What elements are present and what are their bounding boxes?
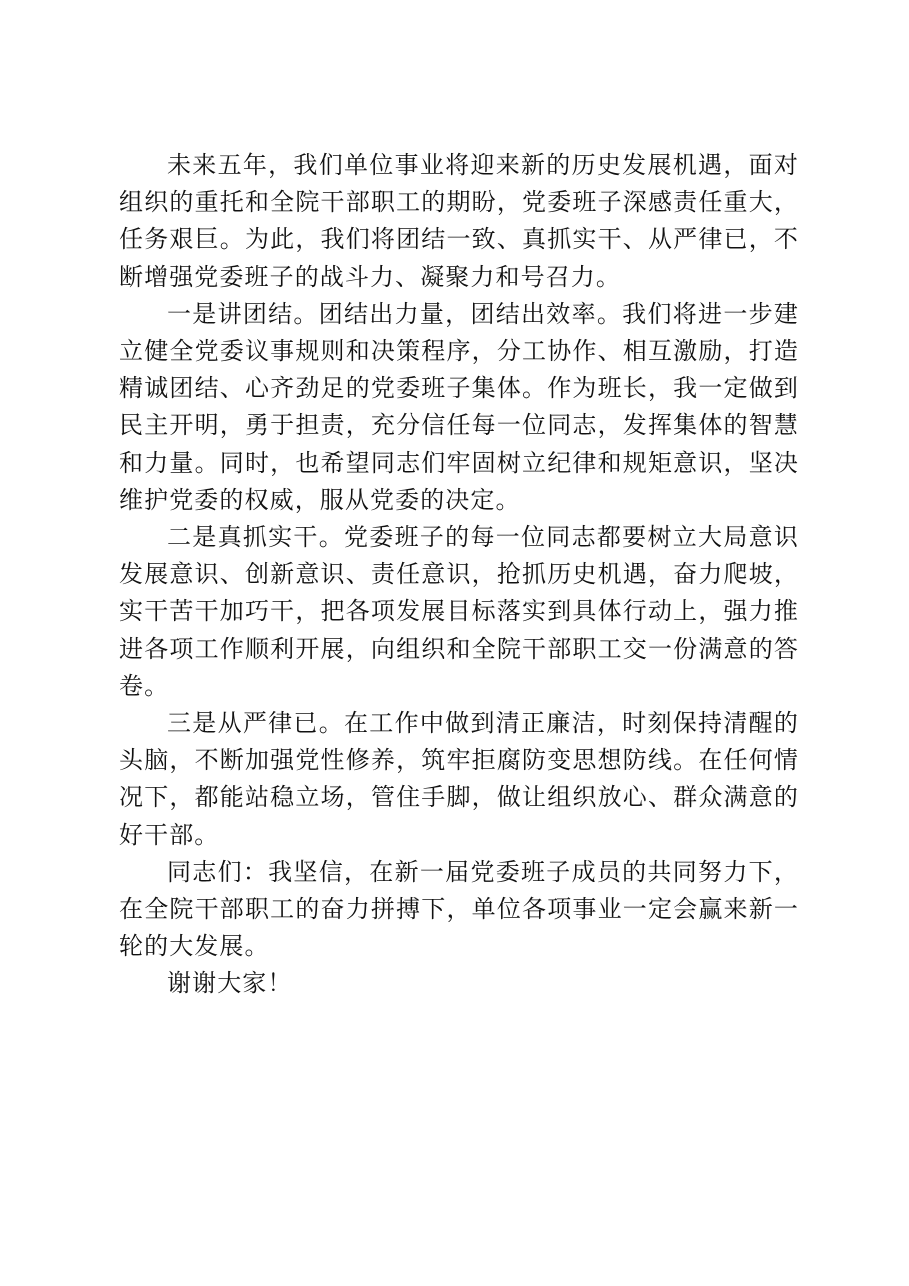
document-body	[119, 147, 799, 1003]
paragraph-intro: 未来五年，我们单位事业将迎来新的历史发展机遇，面对组织的重托和全院干部职工的期盼，党委班子深感责任重大，任务艰巨。为此，我们将团结一致、真抓实干、从严律已，不断增强党委班子的战斗力、凝聚力和号召力。	[119, 151, 799, 291]
paragraph-unity: 一是讲团结。团结出力量，团结出效率。我们将进一步建立健全党委议事规则和决策程序，分工协作、相互激励，打造精诚团结、心齐劲足的党委班子集体。作为班长，我一定做到民主开明，勇于担责，充分信任每一位同志，发挥集体的智慧和力量。同时，也希望同志们牢固树立纪律和规矩意识，坚决维护党委的权威，服从党委的决定。	[119, 299, 799, 514]
paragraph-self-discipline: 三是从严律已。在工作中做到清正廉洁，时刻保持清醒的头脑，不断加强党性修养，筑牢拒腐防变思想防线。在任何情况下，都能站稳立场，管住手脚，做让组织放心、群众满意的好干部。	[119, 709, 799, 849]
paragraph-hard-work: 二是真抓实干。党委班子的每一位同志都要树立大局意识发展意识、创新意识、责任意识，抢抓历史机遇，奋力爬坡，实干苦干加巧干，把各项发展目标落实到具体行动上，强力推进各项工作顺利开展，向组织和全院干部职工交一份满意的答卷。	[119, 523, 799, 700]
paragraph-conclusion: 同志们：我坚信，在新一届党委班子成员的共同努力下，在全院干部职工的奋力拼搏下，单位各项事业一定会赢来新一轮的大发展。	[119, 857, 799, 961]
paragraph-thanks: 谢谢大家！	[167, 969, 293, 998]
